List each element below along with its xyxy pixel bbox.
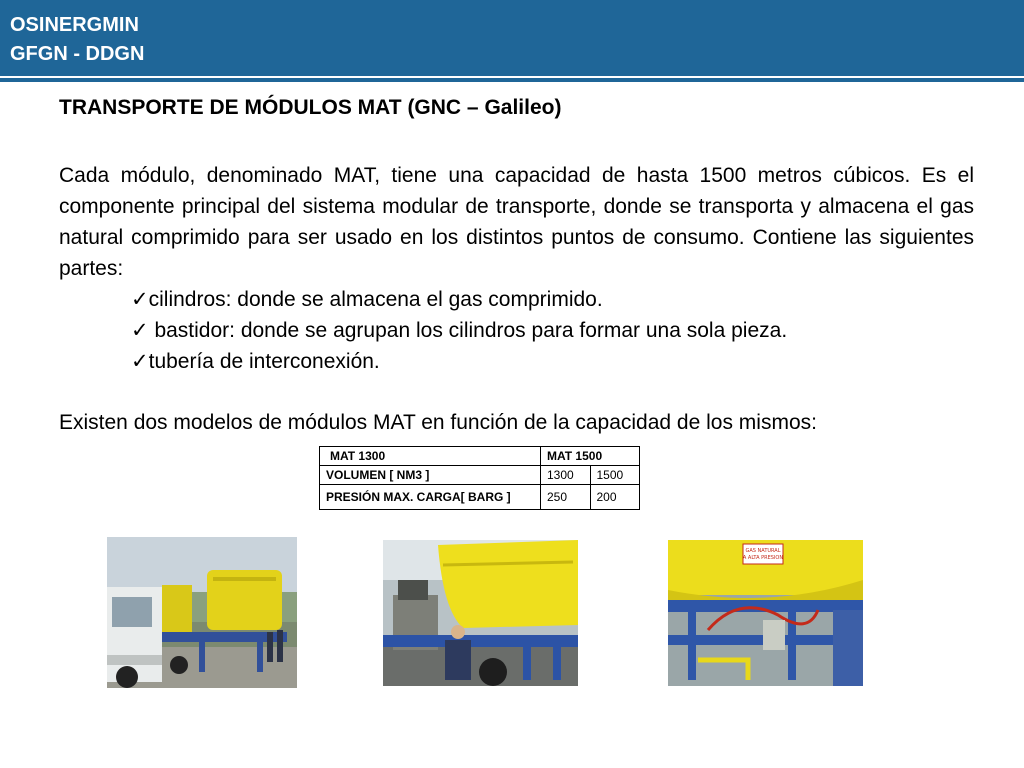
header-bar bbox=[0, 0, 1024, 76]
photo-module-lifting bbox=[383, 540, 578, 686]
table-cell: 1500 bbox=[590, 466, 640, 485]
module-lifting-illustration bbox=[383, 540, 578, 686]
table-row-label: PRESIÓN MAX. CARGA[ BARG ] bbox=[320, 485, 541, 510]
table-cell: 1300 bbox=[541, 466, 591, 485]
list-item bbox=[131, 346, 787, 377]
header-org: OSINERGMIN bbox=[10, 14, 139, 36]
table-row bbox=[320, 485, 640, 510]
warning-sign-text: GAS NATURAL bbox=[745, 548, 781, 554]
checkmark-icon: ✓ bbox=[131, 318, 149, 342]
table-header-row bbox=[320, 447, 640, 466]
table-row-label: VOLUMEN [ NM3 ] bbox=[320, 466, 541, 485]
list-item-text: tubería de interconexión. bbox=[148, 350, 380, 373]
list-item-text: cilindros: donde se almacena el gas comprimido. bbox=[148, 288, 603, 311]
checkmark-icon: ✓ bbox=[131, 349, 149, 373]
list-item bbox=[131, 284, 787, 315]
warning-sign-text: A ALTA PRESION bbox=[742, 555, 784, 561]
list-item-text: bastidor: donde se agrupan los cilindros para formar una sola pieza. bbox=[148, 319, 788, 342]
header-text bbox=[10, 11, 144, 69]
slide-title: TRANSPORTE DE MÓDULOS MAT (GNC – Galileo) bbox=[59, 96, 562, 119]
header-dept: GFGN - DDGN bbox=[10, 43, 145, 65]
photo-module-piping bbox=[668, 540, 863, 686]
header-divider bbox=[0, 78, 1024, 82]
mat-models-table bbox=[319, 446, 640, 510]
table-cell: 200 bbox=[590, 485, 640, 510]
models-intro: Existen dos modelos de módulos MAT en función de la capacidad de los mismos: bbox=[59, 411, 817, 434]
description-paragraph: Cada módulo, denominado MAT, tiene una capacidad de hasta 1500 metros cúbicos. Es el componente principal del sistema modular de transporte, donde se transporta y almacena el gas natural comprimido para ser usado en los distintos puntos de consumo. Contiene las siguientes partes: bbox=[59, 164, 974, 280]
photo-truck-module bbox=[107, 537, 297, 688]
table-header-cell: MAT 1500 bbox=[541, 447, 640, 466]
table-row bbox=[320, 466, 640, 485]
module-piping-illustration bbox=[668, 540, 863, 686]
table-header-cell: MAT 1300 bbox=[320, 447, 541, 466]
checkmark-icon: ✓ bbox=[131, 287, 149, 311]
table-cell: 250 bbox=[541, 485, 591, 510]
truck-module-illustration bbox=[107, 537, 297, 688]
list-item bbox=[131, 315, 787, 346]
parts-list bbox=[131, 284, 787, 377]
